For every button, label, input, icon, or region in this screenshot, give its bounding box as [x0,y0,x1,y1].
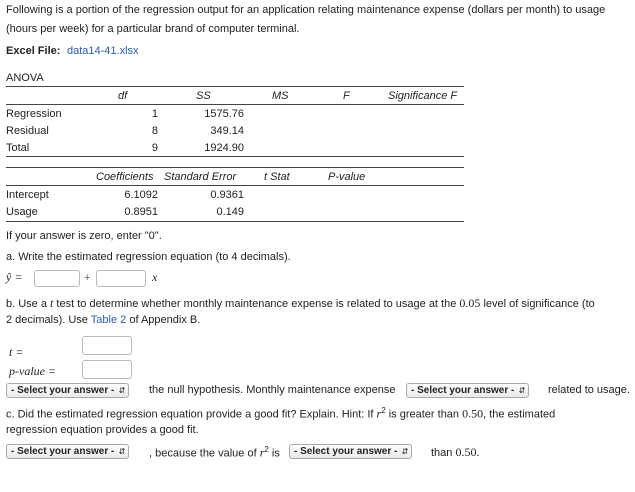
coef-header-p-value: P-value [328,171,366,183]
good-fit-select-value: - Select your answer - [11,446,115,457]
anova-row-label: Total [6,142,30,154]
anova-header-rule [6,104,464,105]
coef-bottom-rule [6,221,464,222]
coef-row-coefficient: 0.8951 [124,206,158,218]
coef-row-standard-error: 0.9361 [210,189,244,201]
anova-header-df: df [118,90,128,102]
hypothesis-sentence: the null hypothesis. Monthly maintenance expense [149,384,396,396]
relationship-select[interactable] [406,383,529,398]
hypothesis-select-value: - Select your answer - [11,385,115,396]
comparison-select[interactable] [289,444,412,459]
part-b-question-line-2 [6,314,200,326]
is-label: is [271,447,280,460]
x-variable: x [152,270,158,284]
part-c-text: is greater than [385,408,463,421]
anova-header-ss: SS [196,90,211,102]
anova-header-f: F [343,90,350,102]
table-2-link[interactable]: Table 2 [90,314,127,326]
t-stat-label: t = [9,345,24,359]
anova-row-ss: 1924.90 [204,142,244,154]
yhat-label: ŷ = [6,270,23,284]
part-b-text: level of significance (to [480,298,595,310]
part-b-text: of Appendix B. [126,314,201,326]
coef-row-coefficient: 6.1092 [124,189,158,201]
coef-header-standard-error: Standard Error [164,171,237,183]
anova-row-df: 1 [151,108,158,120]
anova-top-rule [6,86,464,87]
excel-file-label: Excel File: [6,45,61,57]
because-text [149,445,280,461]
select-arrows-icon: ⇵ [118,447,126,456]
good-fit-select[interactable] [6,444,129,459]
intercept-input[interactable] [34,270,80,287]
comparison-select-value: - Select your answer - [294,446,398,457]
anova-row-label: Residual [6,125,49,137]
anova-row-df: 8 [151,125,158,137]
select-arrows-icon: ⇵ [518,386,526,395]
than-value: 0.50. [455,445,480,459]
coef-top-rule [6,167,464,168]
part-c-text: c. Did the estimated regression equation provide a good fit? Explain. Hint: If [6,408,377,421]
anova-header-ms: MS [272,90,289,102]
select-arrows-icon: ⇵ [401,447,409,456]
anova-row-ss: 349.14 [210,125,244,137]
t-stat-input[interactable] [82,336,132,355]
anova-row-ss: 1575.76 [204,108,244,120]
p-value-input[interactable] [82,360,132,379]
coef-header-coefficients: Coefficients [96,171,154,183]
zero-answer-note: If your answer is zero, enter "0". [6,230,162,242]
part-a-question: a. Write the estimated regression equation (to 4 decimals). [6,251,291,263]
part-b-text: 2 decimals). Use [6,314,91,326]
than-text [431,445,479,460]
part-b-text: b. Use a [6,298,51,310]
relationship-sentence-end: related to usage. [548,384,630,396]
hypothesis-select[interactable] [6,383,129,398]
part-c-text: , the estimated [483,408,556,421]
r-symbol: r [259,445,265,460]
plus-sign: + [84,272,91,284]
r-symbol: r [376,406,382,421]
coef-header-rule [6,185,464,186]
intro-line-1: Following is a portion of the regression output for an application relating maintenance expense (dollars per month) to usage [6,4,606,16]
anova-header-significance-f: Significance F [388,90,458,102]
anova-bottom-rule [6,156,464,157]
part-c-question-line-2: regression equation provides a good fit. [6,424,199,436]
coef-header-t-stat: t Stat [264,171,290,183]
intro-line-2: (hours per week) for a particular brand of computer terminal. [6,23,300,35]
coef-row-label: Intercept [6,189,49,201]
slope-input[interactable] [96,270,146,287]
coef-row-label: Usage [6,206,38,218]
part-b-question-line-1 [6,296,595,311]
because-label: , because the value of [149,447,260,460]
coef-row-standard-error: 0.149 [216,206,244,218]
excel-file-link[interactable]: data14-41.xlsx [67,45,139,57]
t-symbol: t [50,296,54,310]
than-label: than [431,447,456,459]
select-arrows-icon: ⇵ [118,386,126,395]
anova-row-df: 9 [151,142,158,154]
r-squared-exponent: 2 [264,445,269,454]
anova-row-label: Regression [6,108,62,120]
alpha-value: 0.05 [459,296,481,310]
part-b-text: test to determine whether monthly maintenance expense is related to usage at the [53,298,460,310]
p-value-label: p-value = [9,364,57,378]
relationship-select-value: - Select your answer - [411,385,515,396]
r-squared-exponent: 2 [381,406,386,415]
anova-title: ANOVA [6,72,44,84]
part-c-question-line-1 [6,406,555,422]
threshold-value: 0.50 [462,406,484,421]
